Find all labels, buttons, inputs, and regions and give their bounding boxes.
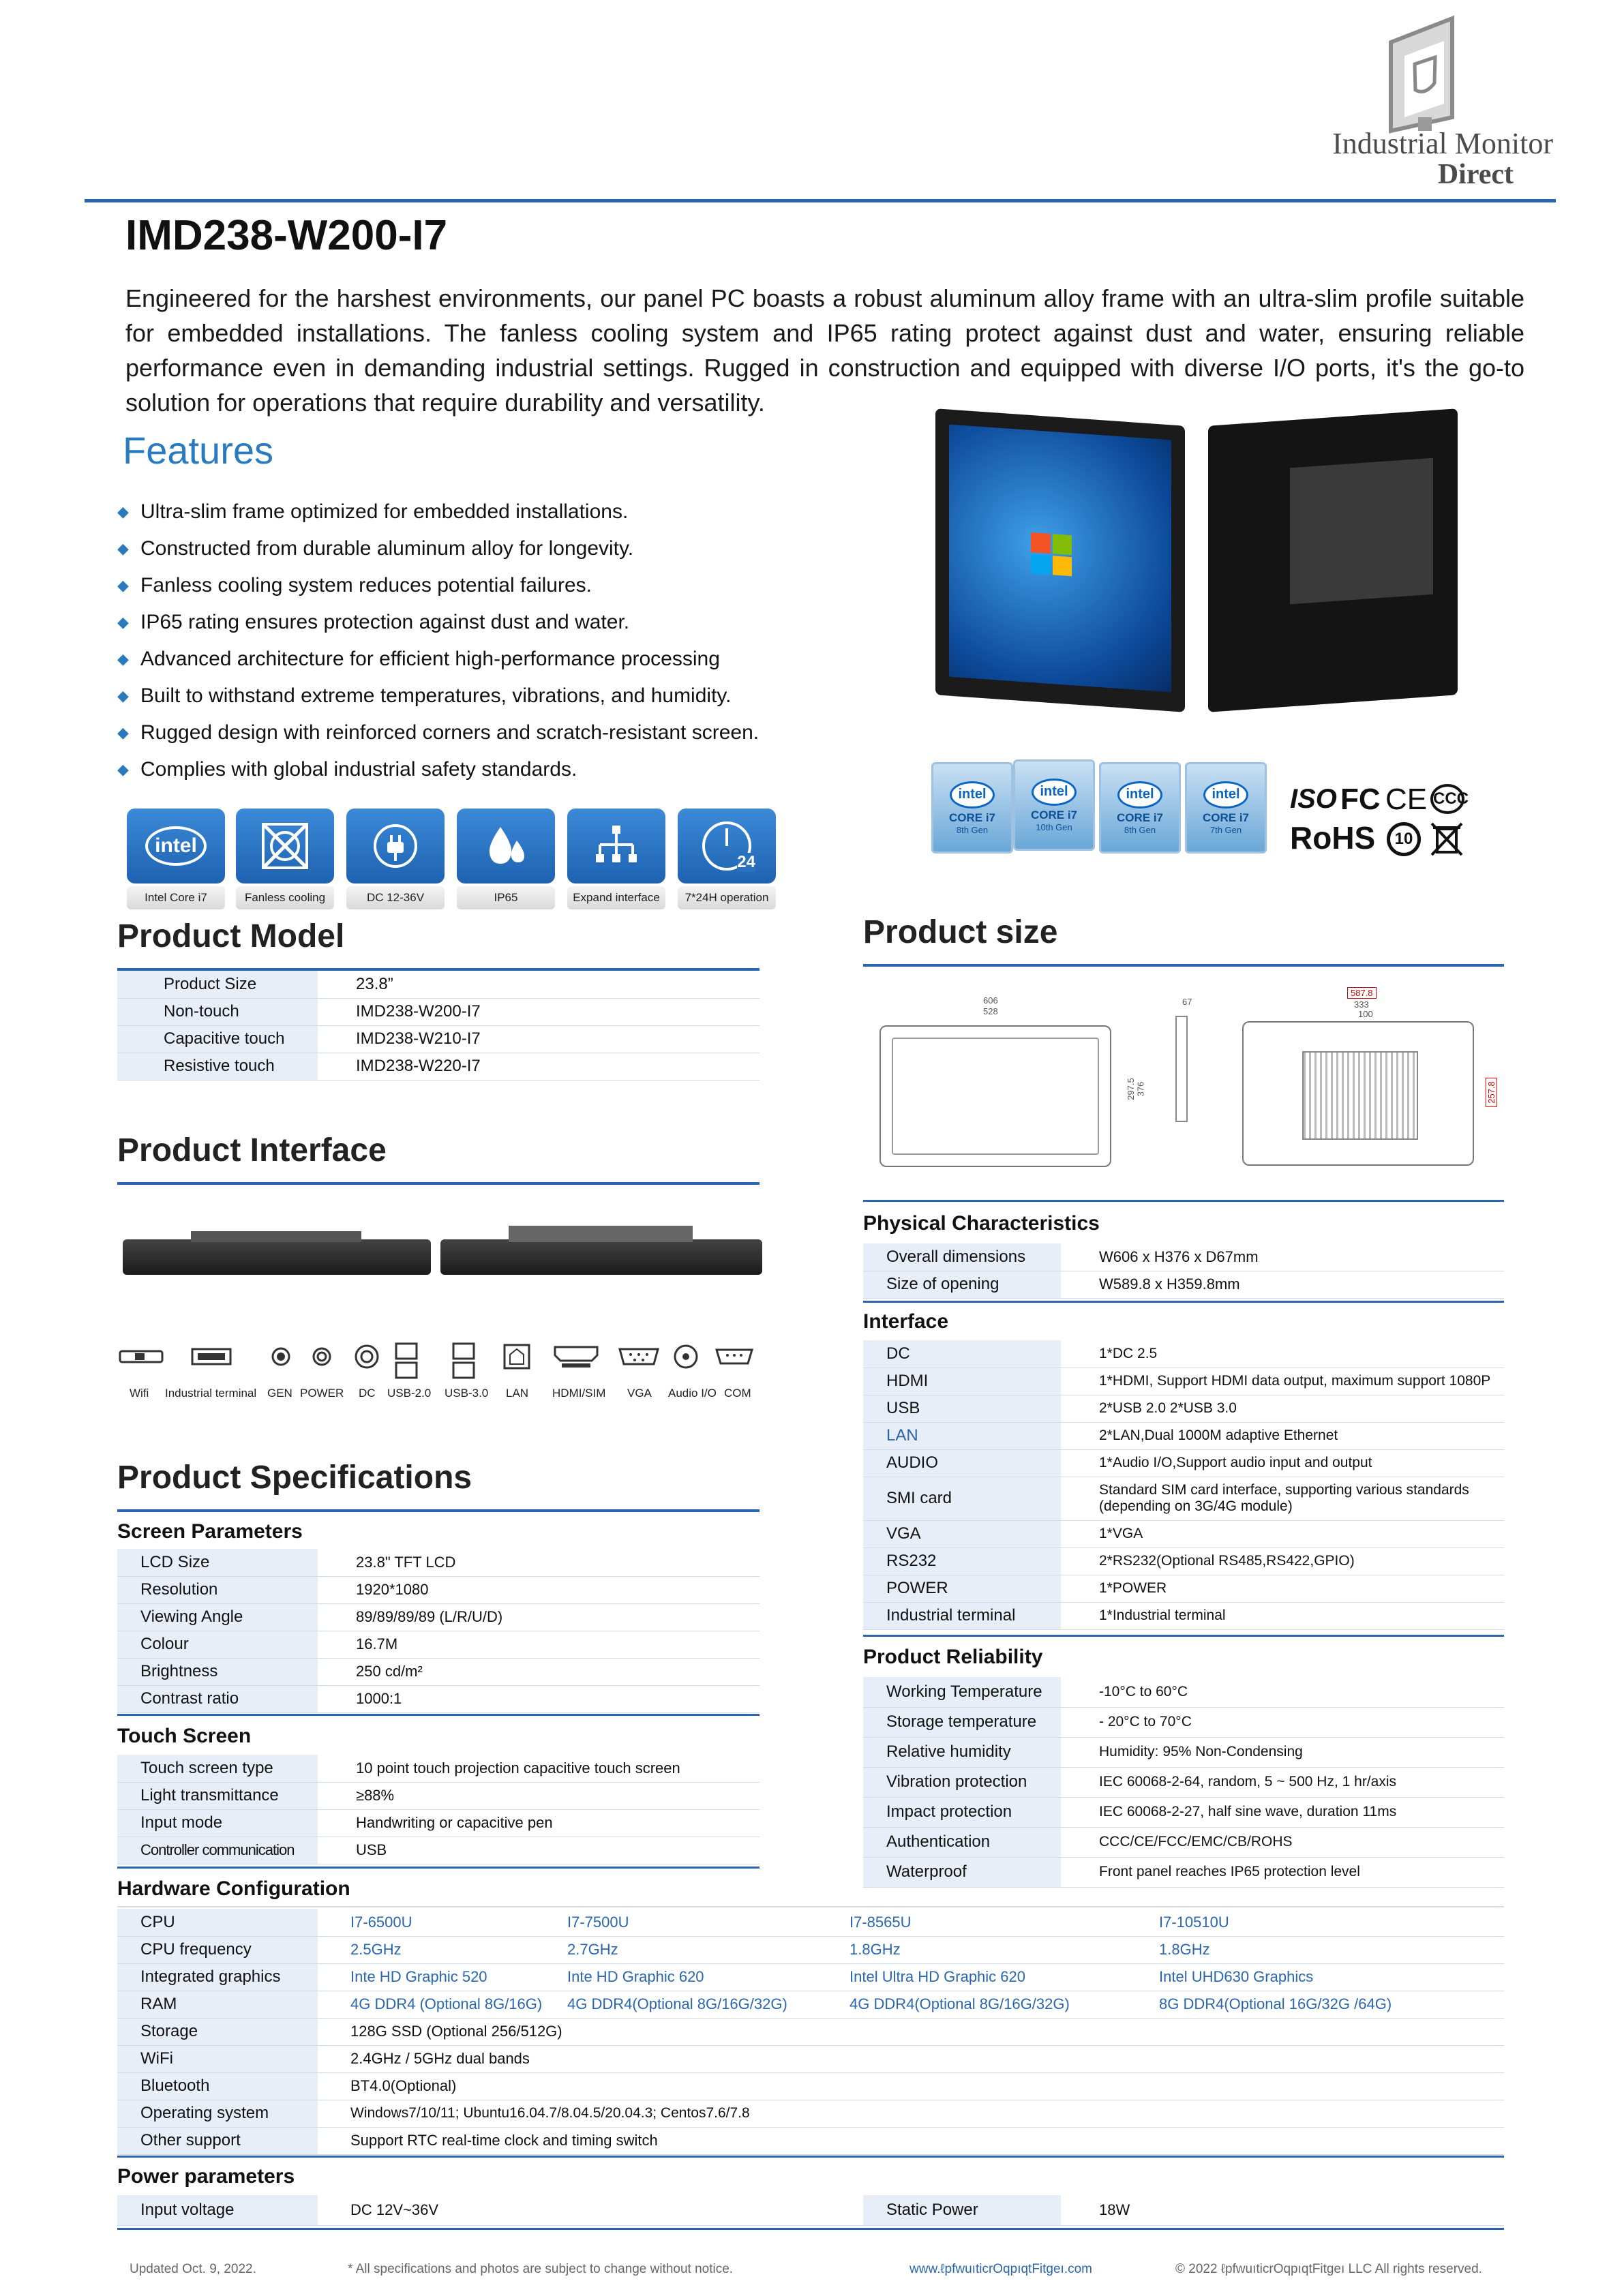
table-row: Size of opening W589.8 x H359.8mm bbox=[863, 1271, 1504, 1298]
table-row: Product Size 23.8” bbox=[117, 971, 760, 998]
feature-icon-tile: intel Intel Core i7 bbox=[127, 809, 225, 909]
table-row: Authentication CCC/CE/FCC/EMC/CB/ROHS bbox=[863, 1827, 1504, 1857]
section-rule bbox=[117, 1867, 760, 1869]
cutout-width-dim-label: 587.8 bbox=[1347, 987, 1377, 999]
width-dim-label: 606 bbox=[983, 995, 998, 1006]
section-rule bbox=[117, 1509, 760, 1512]
bullet-icon: ◆ bbox=[117, 687, 129, 704]
table-row: CPU I7-6500U I7-7500U I7-8565U I7-10510U bbox=[117, 1909, 1504, 1936]
epup-10-icon: 10 bbox=[1387, 822, 1421, 856]
table-row: SMI card Standard SIM card interface, supporting various standards (depending on 3G/4G module) bbox=[863, 1477, 1504, 1520]
rohs-cert-icon: RoHS bbox=[1290, 820, 1376, 856]
intro-paragraph: Engineered for the harshest environments, our panel PC boasts a robust aluminum alloy frame with an ultra-slim profile suitable for embedded installations. The fanless cooling system and IP65 rating protect against dust and water, ensuring reliable performance even in demanding industrial settings. Rugged in construction and equipped with diverse I/O ports, it's the go-to solution for operations that require durability and versatility. bbox=[125, 284, 1524, 417]
bullet-icon: ◆ bbox=[117, 761, 129, 778]
lan-port-icon bbox=[502, 1342, 532, 1372]
table-row: Input voltage DC 12V~36V Static Power 18W bbox=[117, 2195, 1504, 2225]
audio-port-icon bbox=[671, 1342, 701, 1372]
cpu-badge: intel CORE i7 8th Gen bbox=[931, 762, 1013, 854]
table-row: Touch screen type 10 point touch projection capacitive touch screen bbox=[117, 1755, 760, 1782]
bullet-icon: ◆ bbox=[117, 724, 129, 741]
hardware-table bbox=[117, 1909, 1504, 2155]
table-row: Integrated graphics Inte HD Graphic 520 Inte HD Graphic 620 Intel Ultra HD Graphic 620 Intel UHD630 Graphics bbox=[117, 1963, 1504, 1991]
feature-icon-tile: 24 7*24H operation bbox=[678, 809, 776, 909]
touch-screen-table bbox=[117, 1755, 760, 1864]
interface-table bbox=[863, 1340, 1504, 1630]
table-row: CPU frequency 2.5GHz 2.7GHz 1.8GHz 1.8GHz bbox=[117, 1936, 1504, 1963]
interface-photo-left bbox=[123, 1239, 431, 1275]
list-item: ◆ Advanced architecture for efficient high-performance processing bbox=[117, 641, 759, 678]
bullet-icon: ◆ bbox=[117, 503, 129, 520]
rear-dimension-drawing bbox=[1242, 1021, 1474, 1166]
table-row: Light transmittance ≥88% bbox=[117, 1782, 760, 1809]
dc-jack-icon bbox=[352, 1342, 382, 1372]
gen-button-icon bbox=[267, 1342, 295, 1372]
weee-bin-icon bbox=[1430, 821, 1463, 861]
overall-height-dim-label: 376 bbox=[1135, 1081, 1146, 1097]
table-row: Industrial terminal 1*Industrial terminal bbox=[863, 1602, 1504, 1629]
fc-cert-icon: FC bbox=[1340, 783, 1381, 816]
windows-logo-icon bbox=[1031, 532, 1072, 576]
bullet-icon: ◆ bbox=[117, 577, 129, 594]
feature-icon-tile: DC 12-36V bbox=[346, 809, 445, 909]
list-item: ◆ IP65 rating ensures protection against dust and water. bbox=[117, 604, 759, 641]
table-row: Colour 16.7M bbox=[117, 1631, 760, 1658]
interface-heading: Interface bbox=[863, 1310, 949, 1333]
table-row: LAN 2*LAN,Dual 1000M adaptive Ethernet bbox=[863, 1422, 1504, 1449]
port-label: VGA bbox=[627, 1387, 652, 1400]
monitor-shield-logo-icon bbox=[1289, 15, 1554, 138]
intel-logo-icon: intel bbox=[127, 809, 225, 883]
section-rule bbox=[863, 1301, 1504, 1303]
port-label: LAN bbox=[506, 1387, 529, 1400]
port-label: DC bbox=[359, 1387, 376, 1400]
water-drop-icon bbox=[457, 809, 555, 883]
table-row: POWER 1*POWER bbox=[863, 1575, 1504, 1602]
physical-table bbox=[863, 1243, 1504, 1299]
bracket-width-dim-label: 333 bbox=[1354, 999, 1369, 1010]
depth-dim-label: 67 bbox=[1182, 997, 1192, 1007]
port-label: HDMI/SIM bbox=[552, 1387, 606, 1400]
table-row: Input mode Handwriting or capacitive pen bbox=[117, 1809, 760, 1837]
interface-photo-right bbox=[440, 1239, 762, 1275]
section-rule bbox=[117, 1714, 760, 1716]
table-row: Brightness 250 cd/m² bbox=[117, 1658, 760, 1685]
list-item: ◆ Complies with global industrial safety standards. bbox=[117, 751, 759, 788]
section-rule bbox=[117, 1906, 1504, 1907]
port-label: POWER bbox=[300, 1387, 344, 1400]
table-row: RS232 2*RS232(Optional RS485,RS422,GPIO) bbox=[863, 1547, 1504, 1575]
product-specifications-heading: Product Specifications bbox=[117, 1460, 472, 1496]
section-rule bbox=[863, 964, 1504, 967]
height-dim-label: 297.5 bbox=[1125, 1078, 1136, 1100]
clock-24-icon: 24 bbox=[678, 809, 776, 883]
table-row: Storage 128G SSD (Optional 256/512G) bbox=[117, 2018, 1504, 2045]
table-row: Contrast ratio 1000:1 bbox=[117, 1685, 760, 1712]
hdmi-sim-port-icon bbox=[551, 1342, 601, 1372]
table-row: Waterproof Front panel reaches IP65 protection level bbox=[863, 1857, 1504, 1887]
feature-icon-tile: Expand interface bbox=[567, 809, 665, 909]
table-row: Resistive touch IMD238-W220-I7 bbox=[117, 1053, 760, 1080]
reliability-table bbox=[863, 1677, 1504, 1888]
power-plug-icon bbox=[346, 809, 445, 883]
footer-copyright: © 2022 ℓpfwuıticrOqpıqtFitgeı LLC All rights reserved. bbox=[1175, 2262, 1482, 2276]
vga-port-icon bbox=[616, 1342, 661, 1372]
section-rule bbox=[117, 2228, 1504, 2230]
table-row: Viewing Angle 89/89/89/89 (L/R/U/D) bbox=[117, 1603, 760, 1631]
ce-cert-icon: CE bbox=[1385, 783, 1428, 816]
wifi-antenna-icon bbox=[117, 1342, 165, 1372]
product-front-photo bbox=[935, 408, 1185, 712]
product-interface-heading: Product Interface bbox=[117, 1132, 387, 1168]
list-item: ◆ Rugged design with reinforced corners and scratch-resistant screen. bbox=[117, 714, 759, 751]
table-row: Storage temperature - 20°C to 70°C bbox=[863, 1707, 1504, 1737]
footer-updated: Updated Oct. 9, 2022. bbox=[130, 2262, 256, 2276]
cutout-height-dim-label: 257.8 bbox=[1486, 1078, 1497, 1107]
network-tree-icon bbox=[567, 809, 665, 883]
table-row: Resolution 1920*1080 bbox=[117, 1576, 760, 1603]
list-item: ◆ Fanless cooling system reduces potential failures. bbox=[117, 567, 759, 604]
port-label: USB-3.0 bbox=[445, 1387, 489, 1400]
product-size-heading: Product size bbox=[863, 914, 1058, 950]
features-heading: Features bbox=[123, 429, 273, 472]
bullet-icon: ◆ bbox=[117, 614, 129, 631]
brand-name-line2: Direct bbox=[1437, 159, 1514, 190]
hardware-heading: Hardware Configuration bbox=[117, 1877, 350, 1900]
port-label: Audio I/O bbox=[668, 1387, 717, 1400]
vesa-width-dim-label: 100 bbox=[1358, 1009, 1373, 1019]
table-row: RAM 4G DDR4 (Optional 8G/16G) 4G DDR4(Optional 8G/16G/32G) 4G DDR4(Optional 8G/16G/32G) 8G DDR4(Optional 16G/32G /64G) bbox=[117, 1991, 1504, 2018]
bullet-icon: ◆ bbox=[117, 540, 129, 557]
table-row: Overall dimensions W606 x H376 x D67mm bbox=[863, 1243, 1504, 1271]
cpu-badge: intel CORE i7 10th Gen bbox=[1013, 759, 1095, 851]
port-label: COM bbox=[724, 1387, 751, 1400]
usb2-port-icon bbox=[393, 1342, 420, 1380]
footer-website-link[interactable]: www.ℓpfwuıticrOqpıqtFitgeı.com bbox=[909, 2262, 1093, 2276]
section-rule bbox=[117, 1182, 760, 1185]
table-row: WiFi 2.4GHz / 5GHz dual bands bbox=[117, 2045, 1504, 2072]
brand-name-line1: Industrial Monitor bbox=[1332, 127, 1553, 160]
power-table bbox=[117, 2195, 1504, 2226]
screen-parameters-table bbox=[117, 1549, 760, 1713]
port-label: USB-2.0 bbox=[387, 1387, 432, 1400]
front-dimension-drawing bbox=[879, 1025, 1111, 1167]
table-row: Bluetooth BT4.0(Optional) bbox=[117, 2072, 1504, 2100]
table-row: Vibration protection IEC 60068-2-64, random, 5 ~ 500 Hz, 1 hr/axis bbox=[863, 1767, 1504, 1797]
footer-notice: * All specifications and photos are subject to change without notice. bbox=[348, 2262, 734, 2276]
list-item: ◆ Ultra-slim frame optimized for embedded installations. bbox=[117, 494, 759, 530]
table-row: Other support Support RTC real-time clock and timing switch bbox=[117, 2127, 1504, 2154]
rear-io-panel bbox=[1290, 458, 1433, 605]
cpu-badge: intel CORE i7 8th Gen bbox=[1099, 762, 1181, 854]
inner-width-dim-label: 528 bbox=[983, 1006, 998, 1016]
screen-parameters-heading: Screen Parameters bbox=[117, 1520, 303, 1543]
port-label: Industrial terminal bbox=[165, 1387, 257, 1400]
header-rule bbox=[85, 199, 1556, 202]
table-row: AUDIO 1*Audio I/O,Support audio input and output bbox=[863, 1449, 1504, 1477]
feature-icons-row bbox=[127, 809, 775, 909]
section-rule bbox=[863, 1635, 1504, 1637]
table-row: HDMI 1*HDMI, Support HDMI data output, maximum support 1080P bbox=[863, 1368, 1504, 1395]
product-back-photo bbox=[1208, 408, 1458, 712]
table-row: Operating system Windows7/10/11; Ubuntu16.04.7/8.04.5/20.04.3; Centos7.6/7.8 bbox=[117, 2100, 1504, 2127]
table-row: VGA 1*VGA bbox=[863, 1520, 1504, 1547]
port-label: GEN bbox=[267, 1387, 292, 1400]
com-port-icon bbox=[713, 1342, 755, 1372]
feature-icon-tile: IP65 bbox=[457, 809, 555, 909]
table-row: Non-touch IMD238-W200-I7 bbox=[117, 998, 760, 1025]
industrial-terminal-icon bbox=[190, 1342, 233, 1372]
power-parameters-heading: Power parameters bbox=[117, 2165, 295, 2188]
table-row: Working Temperature -10°C to 60°C bbox=[863, 1677, 1504, 1707]
table-row: Controller communication USB bbox=[117, 1837, 760, 1864]
product-model-table bbox=[117, 971, 760, 1081]
feature-icon-tile: Fanless cooling bbox=[236, 809, 334, 909]
table-row: DC 1*DC 2.5 bbox=[863, 1340, 1504, 1368]
reliability-heading: Product Reliability bbox=[863, 1646, 1043, 1668]
table-row: Impact protection IEC 60068-2-27, half sine wave, duration 11ms bbox=[863, 1797, 1504, 1827]
no-fan-icon bbox=[236, 809, 334, 883]
cpu-badge: intel CORE i7 7th Gen bbox=[1185, 762, 1267, 854]
table-row: Capacitive touch IMD238-W210-I7 bbox=[117, 1025, 760, 1053]
table-row: Relative humidity Humidity: 95% Non-Condensing bbox=[863, 1737, 1504, 1767]
list-item: ◆ Constructed from durable aluminum alloy for longevity. bbox=[117, 530, 759, 567]
table-row: LCD Size 23.8" TFT LCD bbox=[117, 1549, 760, 1576]
page-title: IMD238-W200-I7 bbox=[125, 212, 448, 259]
product-model-heading: Product Model bbox=[117, 918, 345, 954]
brand-logo bbox=[1289, 15, 1554, 192]
list-item: ◆ Built to withstand extreme temperatures, vibrations, and humidity. bbox=[117, 678, 759, 714]
physical-heading: Physical Characteristics bbox=[863, 1212, 1100, 1235]
usb3-port-icon bbox=[450, 1342, 477, 1380]
port-label: Wifi bbox=[130, 1387, 149, 1400]
power-button-icon bbox=[308, 1342, 335, 1372]
section-rule bbox=[117, 2156, 1504, 2158]
ccc-cert-icon: CCC bbox=[1430, 784, 1464, 814]
features-list bbox=[117, 494, 759, 788]
bullet-icon: ◆ bbox=[117, 650, 129, 667]
table-row: USB 2*USB 2.0 2*USB 3.0 bbox=[863, 1395, 1504, 1422]
iso-cert-icon: ISO bbox=[1290, 784, 1337, 814]
section-rule bbox=[863, 1200, 1504, 1202]
side-dimension-drawing bbox=[1175, 1016, 1188, 1122]
windows-screen bbox=[949, 425, 1171, 693]
touch-screen-heading: Touch Screen bbox=[117, 1725, 252, 1747]
